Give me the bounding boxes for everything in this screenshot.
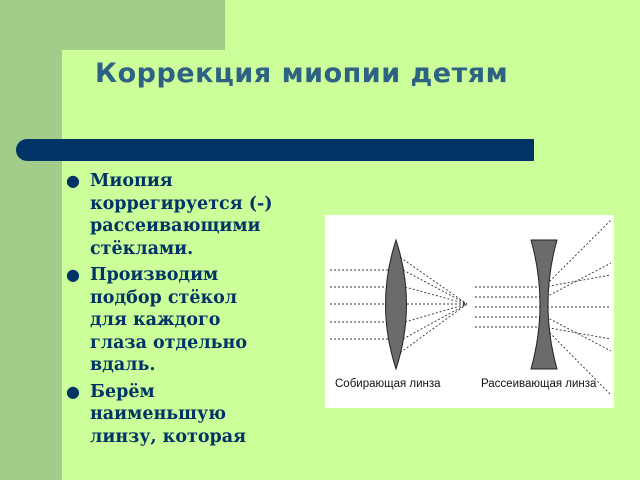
background-left-band	[0, 0, 62, 480]
bullet-item	[62, 264, 322, 377]
converging-lens-caption: Собирающая линза	[335, 378, 441, 390]
converging-lens-shape	[386, 240, 407, 369]
converging-refracted-rays	[397, 255, 467, 355]
background-top-band	[0, 0, 225, 50]
slide-title: Коррекция миопии детям	[95, 58, 509, 89]
bullet-item	[62, 381, 322, 449]
bullet-dot-icon: ●	[66, 171, 80, 190]
bullet-text: Производим подбор стёкол для каждого глаза отдельно вдаль.	[90, 265, 248, 375]
bullet-item	[62, 170, 322, 260]
lens-diagram	[325, 215, 614, 408]
bullet-dot-icon: ●	[66, 265, 80, 284]
diverging-lens-shape	[531, 240, 557, 369]
bullet-dot-icon: ●	[66, 381, 80, 401]
title-divider-bar	[16, 139, 534, 161]
bullet-list	[62, 170, 322, 452]
diverging-lens-caption: Рассеивающая линза	[481, 378, 597, 390]
bullet-text: Берём наименьшую линзу, которая	[90, 381, 247, 447]
bullet-text: Миопия коррегируется (-) рассеивающими стёклами.	[90, 171, 273, 259]
